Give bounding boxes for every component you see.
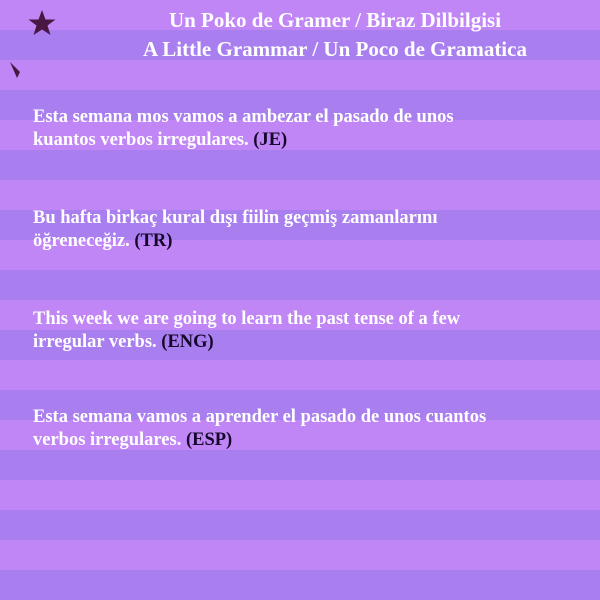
paragraph-line-1: Bu hafta birkaç kural dışı fiilin geçmiş zamanlarını xyxy=(33,208,438,228)
language-tag: (TR) xyxy=(134,231,173,251)
logo-tail xyxy=(10,62,20,78)
language-tag: (ENG) xyxy=(161,332,214,352)
paragraph-text: öğreneceğiz. xyxy=(33,231,130,251)
paragraph-line-2 xyxy=(33,230,588,253)
paragraph-text: verbos irregulares. xyxy=(33,430,182,450)
paragraph-text: kuantos verbos irregulares. xyxy=(33,130,249,150)
paragraph-line-2 xyxy=(33,331,588,354)
paragraph-text: irregular verbs. xyxy=(33,332,157,352)
star-shape xyxy=(29,10,56,35)
paragraph-line-1: This week we are going to learn the past tense of a few xyxy=(33,309,461,329)
language-tag: (ESP) xyxy=(185,430,233,450)
crescent-star-logo-icon xyxy=(0,0,70,80)
paragraph-line-1: Esta semana vamos a aprender el pasado de unos cuantos xyxy=(33,407,487,427)
paragraph-turkish xyxy=(33,207,588,253)
paragraph-english xyxy=(33,308,588,354)
paragraph-line-1: Esta semana mos vamos a ambezar el pasado de unos xyxy=(33,107,454,127)
language-tag: (JE) xyxy=(253,130,288,150)
title-header xyxy=(70,6,600,64)
paragraph-line-2 xyxy=(33,129,588,152)
paragraph-judeo-spanish xyxy=(33,106,588,152)
paragraph-spanish xyxy=(33,406,588,452)
title-line-1: Un Poko de Gramer / Biraz Dilbilgisi xyxy=(168,8,502,32)
title-line-2: A Little Grammar / Un Poco de Gramatica xyxy=(143,37,527,61)
paragraph-line-2 xyxy=(33,429,588,452)
